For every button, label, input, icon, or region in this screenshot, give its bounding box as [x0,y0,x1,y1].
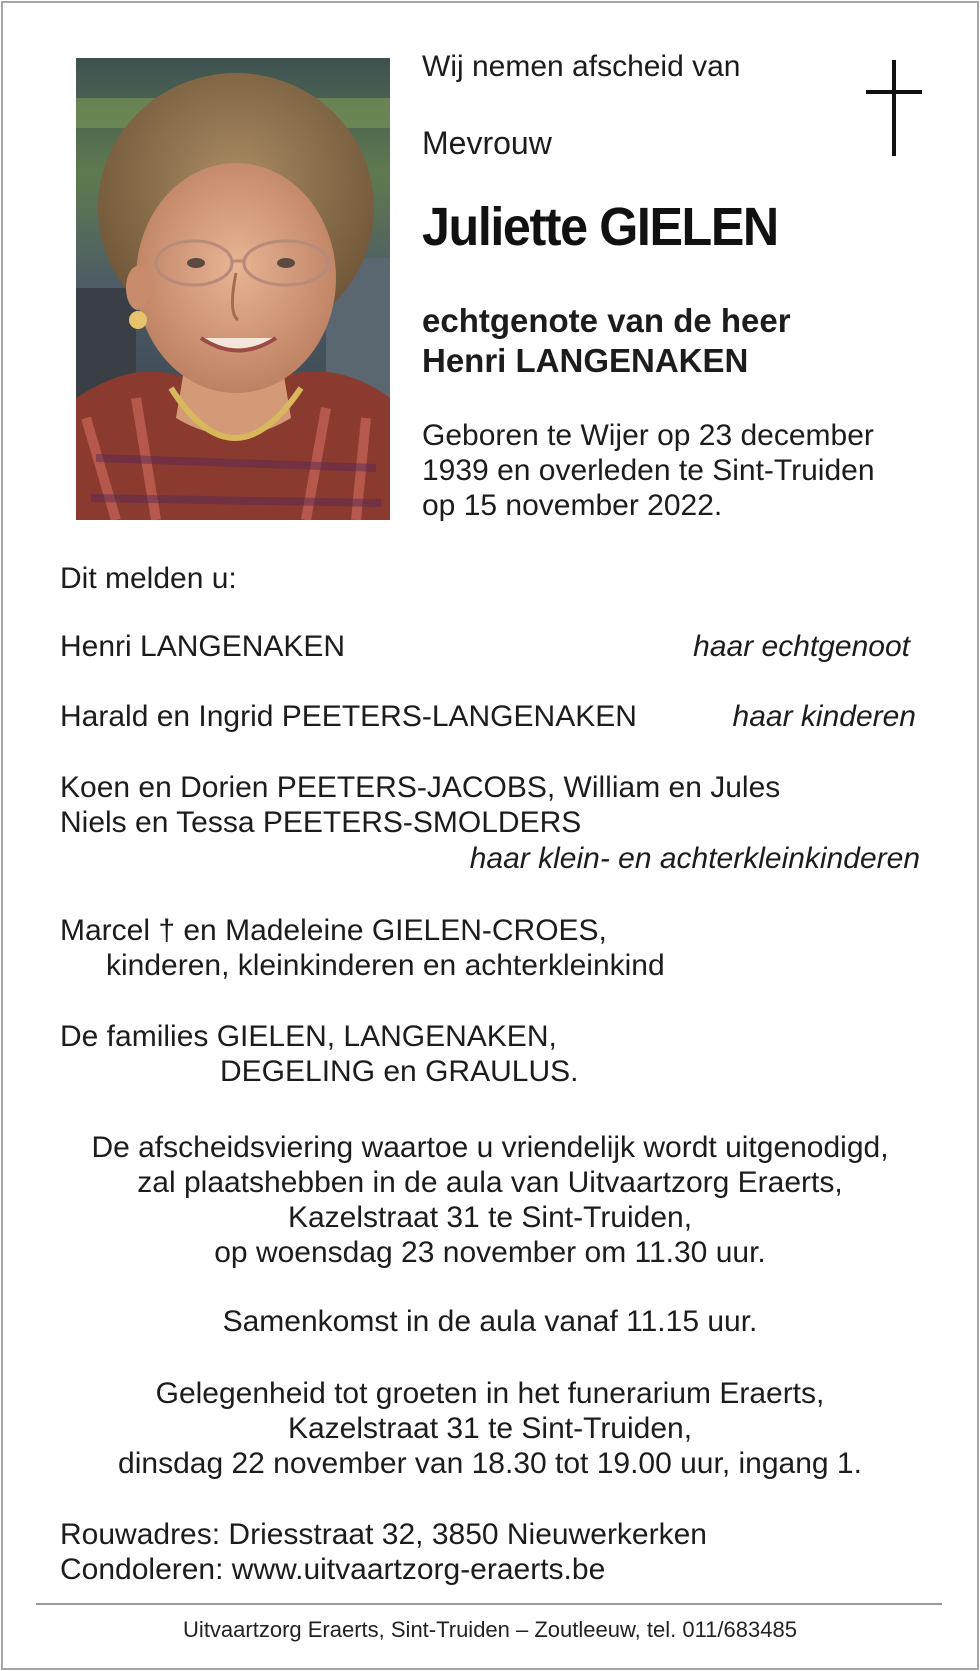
grandchildren-line-1: Koen en Dorien PEETERS-JACOBS, William en Jules [60,771,781,804]
grandchildren-role: haar klein- en achterkleinkinderen [469,842,920,875]
families-line-1: De families GIELEN, LANGENAKEN, [60,1020,557,1053]
cross-icon [866,60,922,160]
birth-line-3: op 15 november 2022. [422,489,723,522]
visitation-info [0,1376,980,1481]
family-children-names: Harald en Ingrid PEETERS-LANGENAKEN [60,700,637,733]
visitation-line-2: Kazelstraat 31 te Sint-Truiden, [287,1412,693,1445]
family-spouse-role: haar echtgenoot [693,630,910,663]
sibling-line-1: Marcel † en Madeleine GIELEN-CROES, [60,914,607,947]
portrait-photo [76,58,390,520]
footer-text: Uitvaartzorg Eraerts, Sint-Truiden – Zoutleeuw, tel. 011/683485 [183,1617,797,1642]
sibling-line-2: kinderen, kleinkinderen en achterkleinkind [106,949,665,982]
family-intro: Dit melden u: [60,562,237,595]
spouse-label: echtgenote van de heer [422,302,791,339]
family-spouse-name: Henri LANGENAKEN [60,630,346,663]
ceremony-info [0,1130,980,1270]
family-children-role: haar kinderen [732,700,916,733]
gathering-info: Samenkomst in de aula vanaf 11.15 uur. [222,1305,758,1338]
birth-death-info [422,418,875,523]
ceremony-line-1: De afscheidsviering waartoe u vriendelijk wordt uitgenodigd, [91,1131,889,1164]
deceased-name: Juliette GIELEN [422,197,778,257]
birth-line-2: 1939 en overleden te Sint-Truiden [422,454,875,487]
visitation-line-3: dinsdag 22 november van 18.30 tot 19.00 uur, ingang 1. [118,1447,862,1480]
ceremony-line-2: zal plaatshebben in de aula van Uitvaartzorg Eraerts, [137,1166,843,1199]
families-line-2: DEGELING en GRAULUS. [220,1055,579,1088]
visitation-line-1: Gelegenheid tot groeten in het funerarium Eraerts, [155,1377,825,1410]
spouse-name-heading: Henri LANGENAKEN [422,342,749,379]
honorific: Mevrouw [422,125,552,161]
footer-divider [36,1603,942,1605]
intro-text: Wij nemen afscheid van [422,50,741,83]
mourning-address: Rouwadres: Driesstraat 32, 3850 Nieuwerkerken [60,1518,707,1551]
grandchildren-line-2: Niels en Tessa PEETERS-SMOLDERS [60,806,582,839]
ceremony-line-4: op woensdag 23 november om 11.30 uur. [214,1236,766,1269]
ceremony-line-3: Kazelstraat 31 te Sint-Truiden, [287,1201,693,1234]
condolence-url[interactable]: Condoleren: www.uitvaartzorg-eraerts.be [60,1553,606,1586]
birth-line-1: Geboren te Wijer op 23 december [422,419,874,452]
